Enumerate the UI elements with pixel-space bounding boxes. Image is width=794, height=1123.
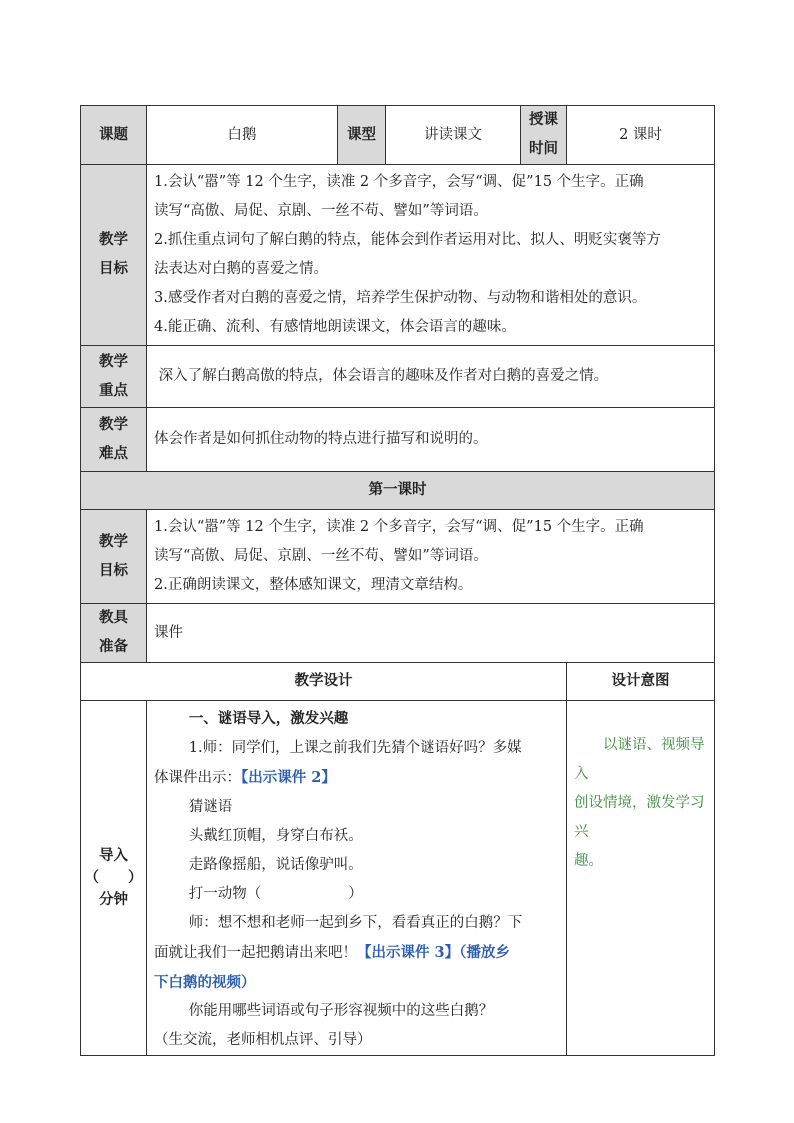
key-points-text: 深入了解白鹅高傲的特点，体会语言的趣味及作者对白鹅的喜爱之情。: [147, 346, 715, 408]
lesson1-section-row: [81, 472, 715, 510]
prep-value: 课件: [147, 604, 715, 663]
intent-line-1: 以谜语、视频导入: [574, 737, 705, 782]
goals-content: [147, 165, 715, 346]
key-points-row: [81, 346, 715, 408]
goals-label-line1: 教学: [99, 232, 128, 248]
goals-line: 3.感受作者对白鹅的喜爱之情，培养学生保护动物、与动物和谐相处的意识。: [154, 290, 647, 306]
topic-label: 课题: [81, 106, 147, 165]
type-value: 讲读课文: [386, 106, 521, 165]
riddle-line-2: 走路像摇船，说话像驴叫。: [188, 857, 363, 873]
intent-line-2: 创设情境，激发学习兴: [574, 795, 705, 840]
lesson1-goals-row: [81, 510, 715, 604]
paragraph-1-line2: [154, 763, 566, 793]
paragraph-2-line1: 师：想不想和老师一起到乡下，看看真正的白鹅？下: [188, 915, 523, 931]
time-label: [521, 106, 567, 165]
goals-line: 法表达对白鹅的喜爱之情。: [154, 261, 328, 277]
paragraph-2-text: 面就让我们一起把鹅请出来吧！: [154, 945, 357, 961]
step-title: 一、谜语导入，激发兴趣: [188, 711, 349, 727]
riddle-line-3: [154, 880, 566, 909]
difficulties-label-line2: 难点: [99, 445, 128, 462]
lesson1-goals-line: 读写“高傲、局促、京剧、一丝不苟、譬如”等词语。: [154, 548, 488, 564]
video-note: 下白鹅的视频）: [154, 974, 256, 991]
lesson1-goals-label-line1: 教学: [99, 533, 128, 550]
intro-row: [81, 701, 715, 1056]
riddle-answer-prompt: 打一动物（: [188, 886, 262, 902]
intro-label-line2: （ ）: [84, 870, 143, 886]
courseware-tag-3: 【出示课件 3】（播放乡: [357, 944, 510, 961]
goals-label-line2: 目标: [99, 261, 128, 277]
intro-design-content: [147, 701, 567, 1056]
lesson1-goals-label: [81, 510, 147, 604]
intent-column-header: 设计意图: [567, 663, 715, 701]
intro-intent-content: [567, 701, 715, 1056]
riddle-answer-close: ）: [348, 886, 363, 902]
goals-line: 4.能正确、流利、有感情地朗读课文，体会语言的趣味。: [154, 319, 516, 335]
paragraph-3-line1: 你能用哪些词语或句子形容视频中的这些白鹅？: [188, 1003, 494, 1019]
topic-value: 白鹅: [147, 106, 338, 165]
riddle-line-1: 头戴红顶帽，身穿白布袄。: [188, 828, 363, 844]
lesson-plan-table: [80, 105, 715, 1056]
time-label-line1: 授课: [529, 112, 558, 128]
lesson1-goals-line: 2.正确朗读课文，整体感知课文，理清文章结构。: [154, 577, 473, 593]
courseware-tag-2: 【出示课件 2】: [241, 769, 336, 786]
key-points-label-line2: 重点: [99, 382, 128, 399]
type-label: 课型: [338, 106, 386, 165]
intro-label-line3: 分钟: [99, 892, 128, 908]
prep-label: [81, 604, 147, 663]
design-header-row: [81, 663, 715, 701]
paragraph-2-line2: [154, 938, 566, 968]
intro-label-line1: 导入: [99, 848, 128, 864]
header-row: [81, 106, 715, 165]
lesson1-goals-label-line2: 目标: [99, 562, 128, 579]
time-label-line2: 时间: [529, 141, 558, 157]
goals-line: 1.会认“嚣”等 12 个生字，读准 2 个多音字，会写“调、促”15 个生字。正确: [154, 174, 644, 190]
difficulties-label-line1: 教学: [99, 416, 128, 433]
lesson1-goals-content: [147, 510, 715, 604]
intent-line-3: 趣。: [574, 853, 603, 869]
key-points-label-line1: 教学: [99, 353, 128, 370]
lesson1-goals-line: 1.会认“嚣”等 12 个生字，读准 2 个多音字，会写“调、促”15 个生字。正确: [154, 519, 644, 535]
design-column-header: 教学设计: [81, 663, 567, 701]
paragraph-1-line1: 1.师：同学们，上课之前我们先猜个谜语好吗？多媒: [188, 740, 522, 756]
time-value: 2 课时: [567, 106, 715, 165]
difficulties-row: [81, 408, 715, 472]
lesson1-title: 第一课时: [81, 472, 715, 510]
prep-label-line2: 准备: [99, 639, 128, 655]
riddle-title: 猜谜语: [188, 799, 233, 815]
paragraph-3-line2: （生交流，老师相机点评、引导）: [154, 1032, 372, 1048]
prep-row: [81, 604, 715, 663]
key-points-label: [81, 346, 147, 408]
intro-label: [81, 701, 147, 1056]
goals-line: 读写“高傲、局促、京剧、一丝不苟、譬如”等词语。: [154, 203, 488, 219]
goals-row: [81, 165, 715, 346]
goals-label: [81, 165, 147, 346]
prep-label-line1: 教具: [99, 610, 128, 626]
difficulties-text: 体会作者是如何抓住动物的特点进行描写和说明的。: [147, 408, 715, 472]
goals-line: 2.抓住重点词句了解白鹅的特点，能体会到作者运用对比、拟人、明贬实褒等方: [154, 232, 661, 248]
difficulties-label: [81, 408, 147, 472]
paragraph-1-text: 体课件出示：: [154, 770, 241, 786]
